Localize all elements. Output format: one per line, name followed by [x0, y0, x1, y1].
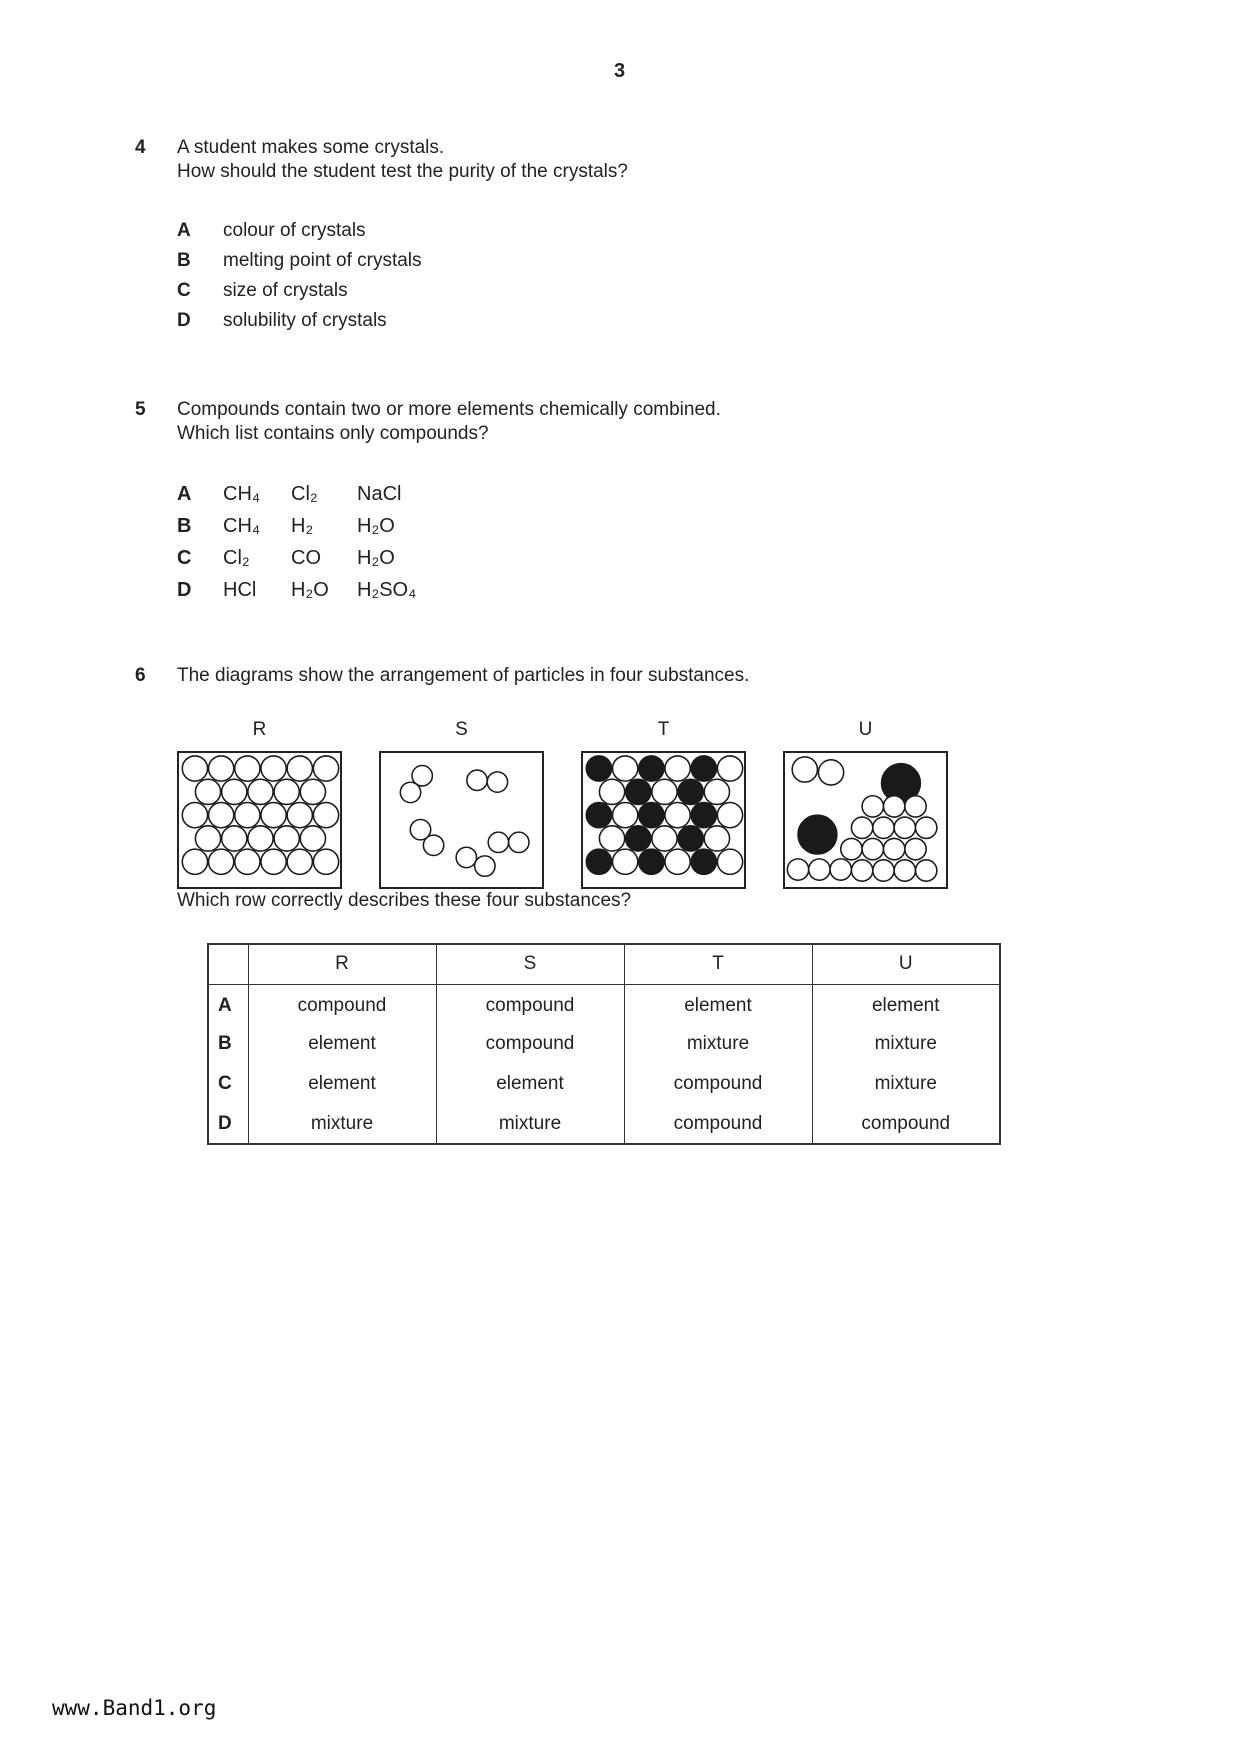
option-d [177, 306, 1125, 336]
option-text: solubility of crystals [223, 310, 387, 331]
particle-diagram-s [379, 718, 544, 889]
option-letter: D [177, 579, 192, 601]
table-cell: element [812, 984, 1000, 1024]
option-letter: D [177, 310, 191, 331]
row-letter: A [218, 995, 232, 1017]
particle-diagram-r [177, 718, 342, 889]
option-letter: B [177, 515, 192, 537]
table-row [208, 984, 1000, 1024]
row-letter: D [218, 1112, 232, 1134]
row-letter: C [218, 1073, 232, 1094]
question-6 [135, 664, 1125, 1145]
question-4-stem: A student makes some crystals. [177, 137, 445, 158]
table-cell: mixture [248, 1104, 436, 1144]
formula: CH₄ [223, 483, 261, 505]
option-a [177, 478, 1125, 510]
table-cell: compound [812, 1104, 1000, 1144]
particle-diagram-u [783, 718, 948, 889]
footer-watermark: www.Band1.org [52, 1696, 217, 1720]
question-5-options [177, 478, 1125, 606]
formula: Cl₂ [223, 547, 250, 569]
option-letter: C [177, 280, 191, 301]
formula: H₂O [291, 579, 329, 601]
question-5-prompt: Which list contains only compounds? [177, 423, 489, 444]
question-6-prompt: Which row correctly describes these four substances? [177, 890, 632, 911]
question-4-body [177, 136, 1125, 336]
formula: H₂SO₄ [357, 579, 417, 601]
particle-diagrams [177, 718, 1125, 889]
question-4-prompt: How should the student test the purity of the crystals? [177, 161, 628, 182]
formula: HCl [223, 579, 257, 601]
particle-diagram-t [581, 718, 746, 889]
question-5-stem: Compounds contain two or more elements chemically combined. [177, 399, 721, 420]
question-6-body [177, 664, 1125, 1145]
question-5-body [177, 398, 1125, 606]
question-5-number: 5 [135, 399, 146, 420]
formula: H₂O [357, 547, 395, 569]
table-cell: mixture [812, 1024, 1000, 1064]
option-c [177, 276, 1125, 306]
table-cell: element [248, 1024, 436, 1064]
table-cell: mixture [812, 1064, 1000, 1104]
diagram-label: R [252, 719, 267, 740]
formula: CH₄ [223, 515, 261, 537]
column-header-u: U [812, 944, 1000, 984]
formula: CO [291, 547, 321, 569]
diagram-label: T [657, 719, 670, 740]
question-4 [135, 136, 1125, 336]
diagram-label: S [455, 719, 468, 740]
particle-box-u [783, 751, 948, 889]
page-number: 3 [613, 60, 626, 82]
particle-box-t [581, 751, 746, 889]
table-cell: compound [248, 984, 436, 1024]
column-header-s: S [436, 944, 624, 984]
table-cell: compound [436, 1024, 624, 1064]
formula: NaCl [357, 483, 402, 505]
table-corner-cell [208, 944, 248, 984]
option-d [177, 574, 1125, 606]
table-row [208, 1064, 1000, 1104]
option-text: colour of crystals [223, 220, 366, 241]
table-cell: element [624, 984, 812, 1024]
table-row [208, 1024, 1000, 1064]
column-header-r: R [248, 944, 436, 984]
row-letter: B [218, 1033, 232, 1054]
formula: H₂O [357, 515, 395, 537]
diagram-label: U [858, 719, 873, 740]
formula: Cl₂ [291, 483, 318, 505]
table-cell: element [248, 1064, 436, 1104]
table-cell: mixture [436, 1104, 624, 1144]
page-content [135, 136, 1125, 1145]
table-cell: compound [624, 1064, 812, 1104]
question-5 [135, 398, 1125, 606]
question-6-stem: The diagrams show the arrangement of particles in four substances. [177, 665, 750, 686]
formula: H₂ [291, 515, 314, 537]
particle-box-s [379, 751, 544, 889]
option-b [177, 510, 1125, 542]
option-text: melting point of crystals [223, 250, 422, 271]
option-letter: C [177, 547, 192, 569]
table-header-row [208, 944, 1000, 984]
question-6-number: 6 [135, 665, 146, 686]
option-letter: A [177, 483, 192, 505]
column-header-t: T [624, 944, 812, 984]
question-4-number: 4 [135, 137, 146, 158]
question-4-options [177, 216, 1125, 336]
table-cell: compound [436, 984, 624, 1024]
answer-table [207, 943, 1001, 1145]
option-c [177, 542, 1125, 574]
table-cell: mixture [624, 1024, 812, 1064]
table-cell: element [436, 1064, 624, 1104]
particle-box-r [177, 751, 342, 889]
table-row [208, 1104, 1000, 1144]
option-letter: A [177, 220, 191, 241]
option-a [177, 216, 1125, 246]
option-b [177, 246, 1125, 276]
option-text: size of crystals [223, 280, 348, 301]
table-cell: compound [624, 1104, 812, 1144]
option-letter: B [177, 250, 191, 271]
